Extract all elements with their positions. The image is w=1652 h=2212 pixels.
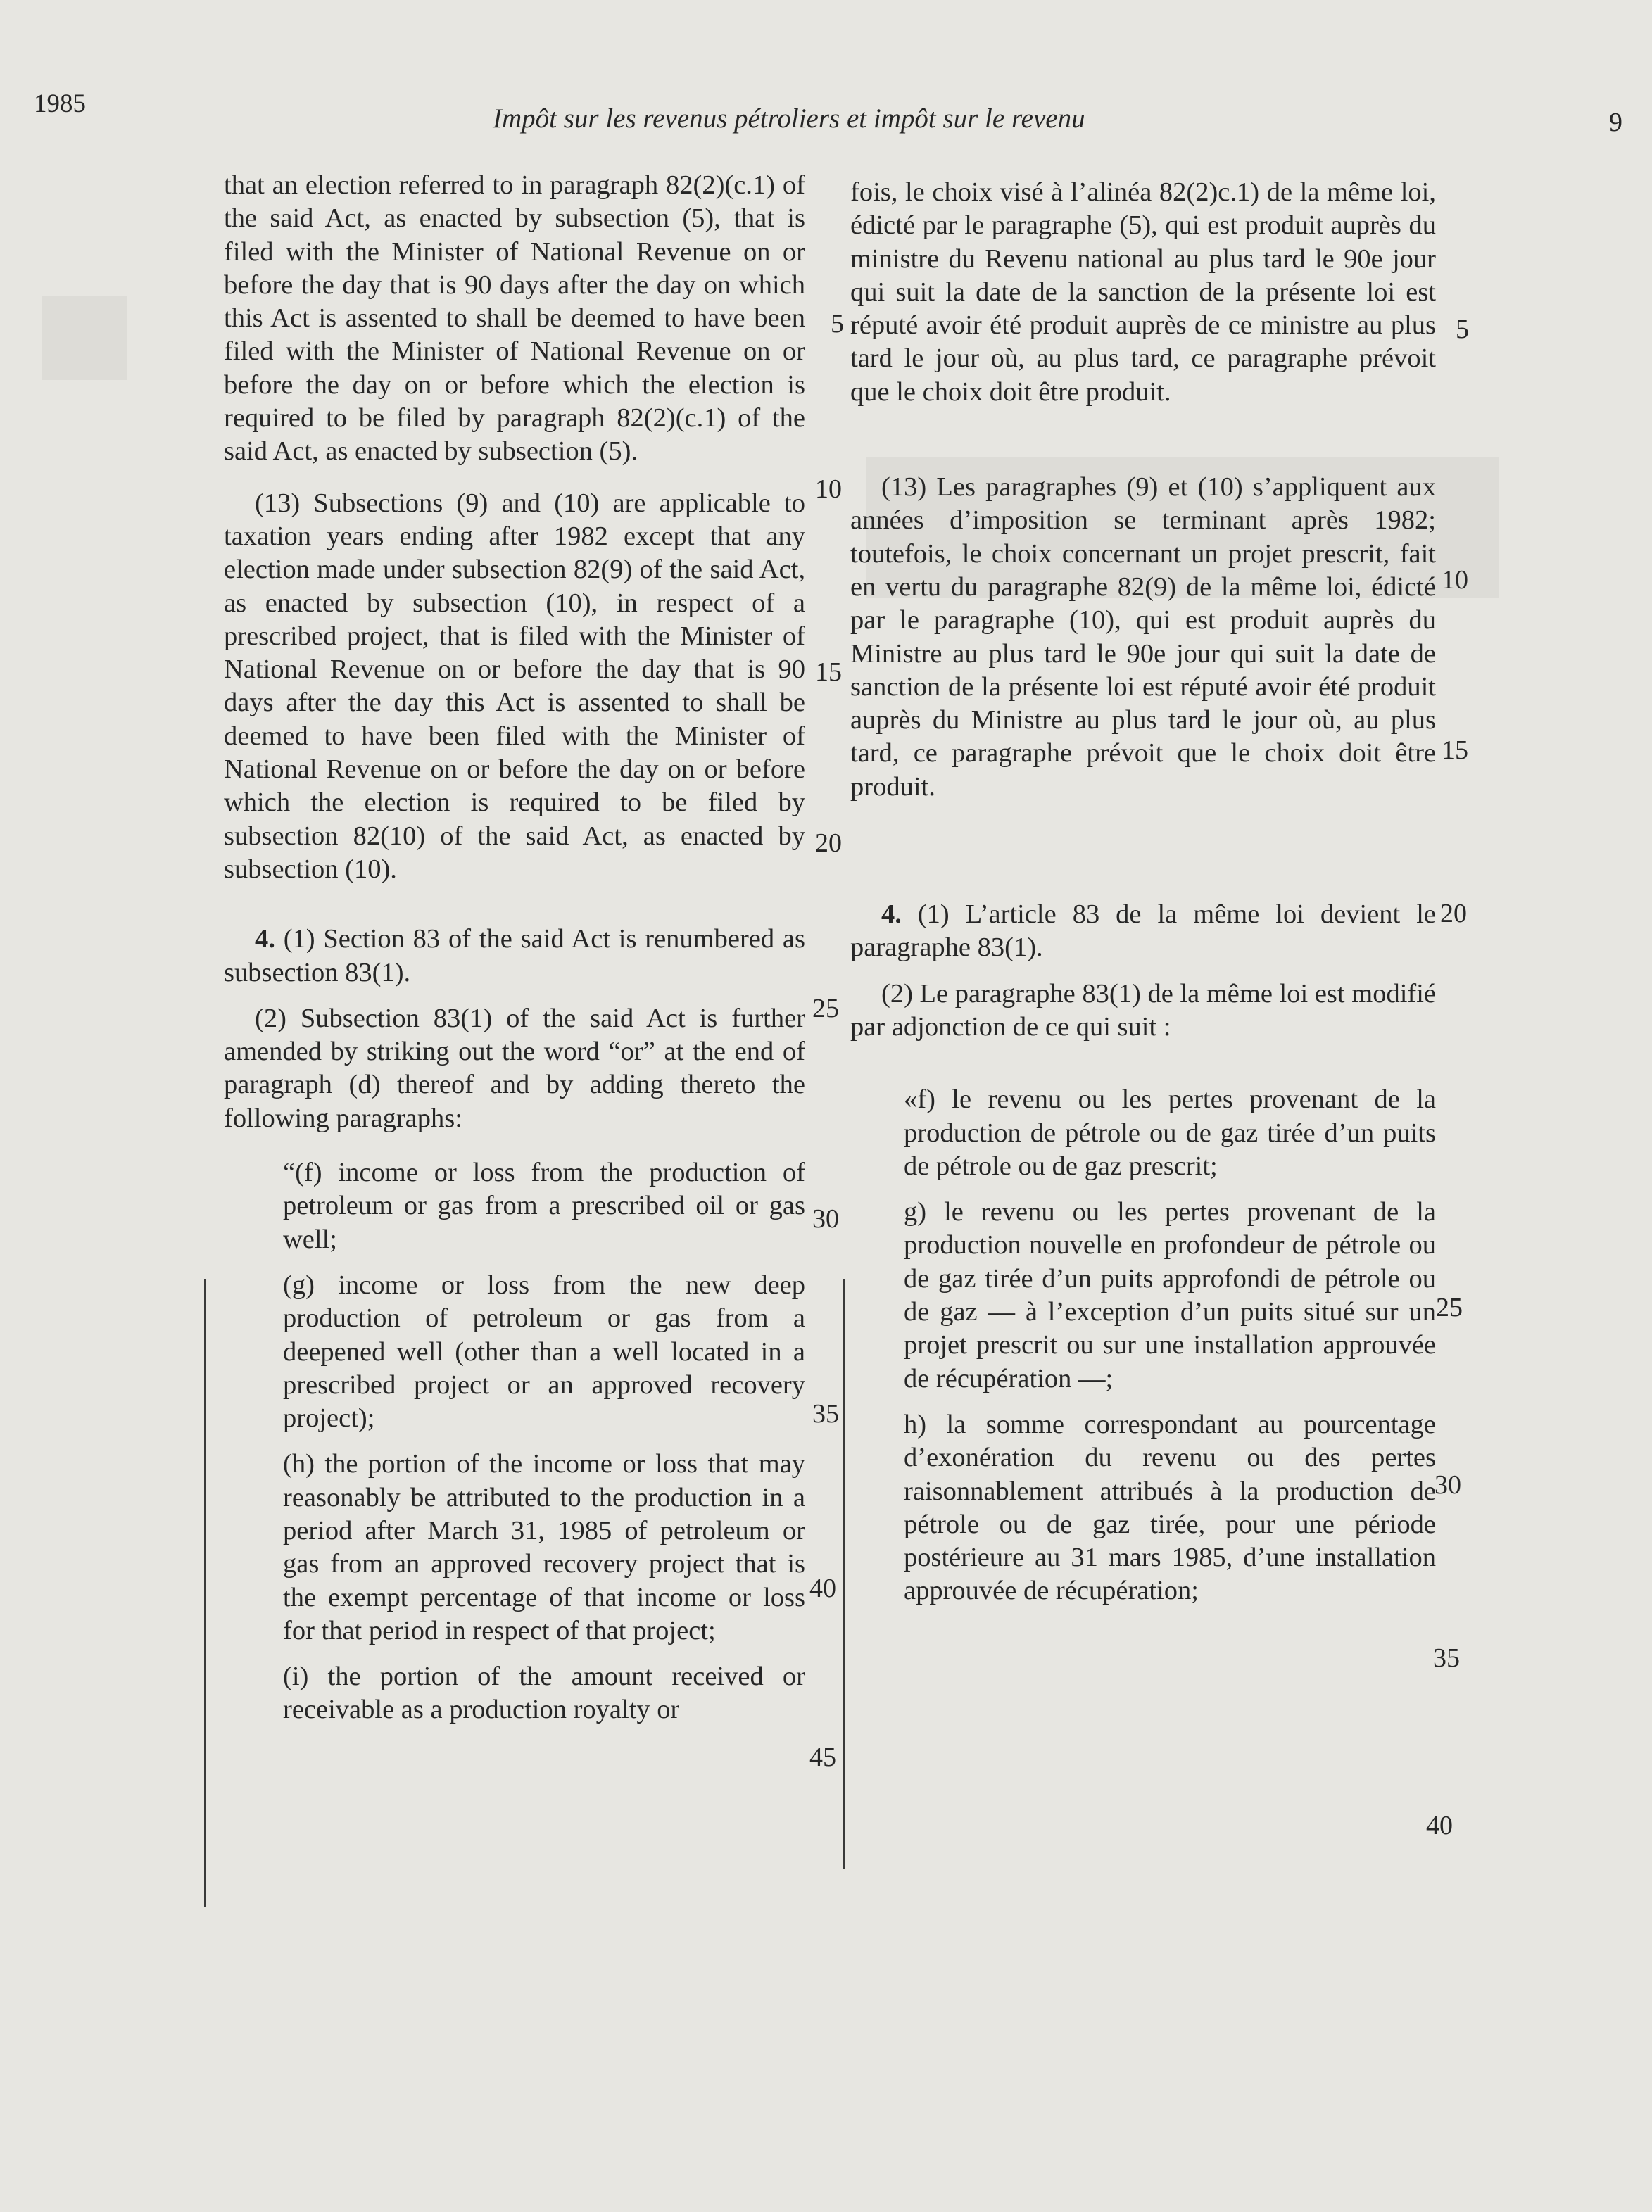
english-section-4-2: (2) Subsection 83(1) of the said Act is further amended by striking out the word “or” at the end of paragraph (d) thereof and by adding thereto the following paragraphs:: [224, 1003, 805, 1133]
line-number: 35: [812, 1399, 839, 1429]
line-number: 20: [1440, 899, 1467, 928]
english-paragraph-13: (13) Subsections (9) and (10) are applicable to taxation years ending after 1982 except that any election made under subsection 82(9) of the said Act, as enacted by subsection (10), in respect of a prescribed project, that is filed with the Minister of National Revenue on or before the day that is 90 days after the day this Act is assented to shall be deemed to have been filed with the Minister of National Revenue on or before the day on or before which the election is required to be filed by subsection 82(10) of the said Act, as enacted by subsection (10).: [224, 488, 805, 884]
header-year: 1985: [34, 89, 86, 118]
line-number: 10: [1442, 565, 1468, 595]
line-number: 40: [1426, 1811, 1453, 1840]
english-paragraph-h: (h) the portion of the income or loss that may reasonably be attributed to the production in a period after March 31, 1985 of petroleum or gas from an approved recovery project that is the exempt percentage of that income or loss for that period in respect of that project;: [283, 1449, 805, 1645]
line-number: 5: [1456, 315, 1469, 344]
french-column: [850, 176, 1436, 1626]
english-paragraph-i: (i) the portion of the amount received or receivable as a production royalty or: [283, 1662, 805, 1725]
line-number: 45: [809, 1743, 836, 1772]
french-paragraph-h: h) la somme correspondant au pourcentage d’exonération du revenu ou des pertes raisonnablement attribués à la production de pétrole ou de gaz tirée, pour une période postérieure au 31 mars 1985, d’une installation approuvée de récupération;: [904, 1409, 1436, 1606]
amendment-bar-middle: [843, 1279, 845, 1869]
section-4-1-text: (1) L’article 83 de la même loi devient le paragraphe 83(1).: [850, 899, 1437, 963]
header-title: Impôt sur les revenus pétroliers et impôt sur le revenu: [493, 103, 1085, 134]
line-number: 25: [812, 994, 839, 1023]
french-section-4-2: (2) Le paragraphe 83(1) de la même loi est modifié par adjonction de ce qui suit :: [850, 978, 1436, 1042]
english-column: [224, 169, 805, 1745]
section-4-1-text: (1) Section 83 of the said Act is renumbered as subsection 83(1).: [224, 924, 806, 987]
line-number: 35: [1433, 1643, 1460, 1673]
french-section-4-1: [850, 898, 1436, 965]
line-number: 15: [1442, 735, 1468, 765]
line-number: 5: [831, 309, 844, 339]
english-paragraph-g: (g) income or loss from the new deep production of petroleum or gas from a deepened well (other than a well located in a prescribed project or an approved recovery project);: [283, 1270, 805, 1434]
line-number: 15: [815, 657, 842, 687]
show-through-left: [42, 296, 127, 380]
line-number: 40: [809, 1574, 836, 1603]
english-section-4-1: [224, 923, 805, 990]
amendment-bar-left: [204, 1279, 206, 1907]
section-number: 4.: [255, 924, 275, 954]
line-number: 30: [1435, 1470, 1461, 1500]
line-number: 25: [1436, 1293, 1463, 1322]
english-paragraph-12-continued: that an election referred to in paragraph 82(2)(c.1) of the said Act, as enacted by subsection (5), that is filed with the Minister of National Revenue on or before the day that is 90 days after the day on which this Act is assented to shall be deemed to have been filed with the Minister of National Revenue on or before the day on or before which the election is required to be filed by paragraph 82(2)(c.1) of the said Act, as enacted by subsection (5).: [224, 170, 805, 467]
english-paragraph-f: “(f) income or loss from the production of petroleum or gas from a prescribed oil or gas well;: [283, 1158, 805, 1254]
french-paragraph-g: g) le revenu ou les pertes provenant de la production nouvelle en profondeur de pétrole ou de gaz tirée d’un puits approfondi de pétrole ou de gaz — à l’exception d’un puits situé sur un projet prescrit ou sur une installation approuvée de récupération —;: [904, 1197, 1436, 1393]
french-paragraph-13: (13) Les paragraphes (9) et (10) s’appliquent aux années d’imposition se terminant après 1982; toutefois, le choix concernant un projet prescrit, fait en vertu du paragraphe 82(9) de la même loi, édicté par le paragraphe (10), qui est produit auprès du Ministre au plus tard le 90e jour qui suit la date de sanction de la présente loi est réputé avoir été produit auprès du Ministre au plus tard le jour où, au plus tard, ce paragraphe prévoit que le choix doit être produit.: [850, 472, 1436, 802]
line-number: 10: [815, 474, 842, 504]
line-number: 30: [812, 1204, 839, 1234]
section-number: 4.: [881, 899, 902, 930]
french-paragraph-f: «f) le revenu ou les pertes provenant de la production de pétrole ou de gaz tirée d’un puits de pétrole ou de gaz prescrit;: [904, 1085, 1436, 1181]
page-number: 9: [1609, 108, 1622, 137]
french-paragraph-12-continued: fois, le choix visé à l’alinéa 82(2)c.1) de la même loi, édicté par le paragraphe (5), qui est produit auprès du ministre du Revenu national au plus tard le 90e jour qui suit la date de la sanction de la présente loi est réputé avoir été produit auprès de ce ministre au plus tard le jour où, au plus tard, ce paragraphe prévoit que le choix doit être produit.: [850, 177, 1436, 407]
line-number: 20: [815, 828, 842, 858]
